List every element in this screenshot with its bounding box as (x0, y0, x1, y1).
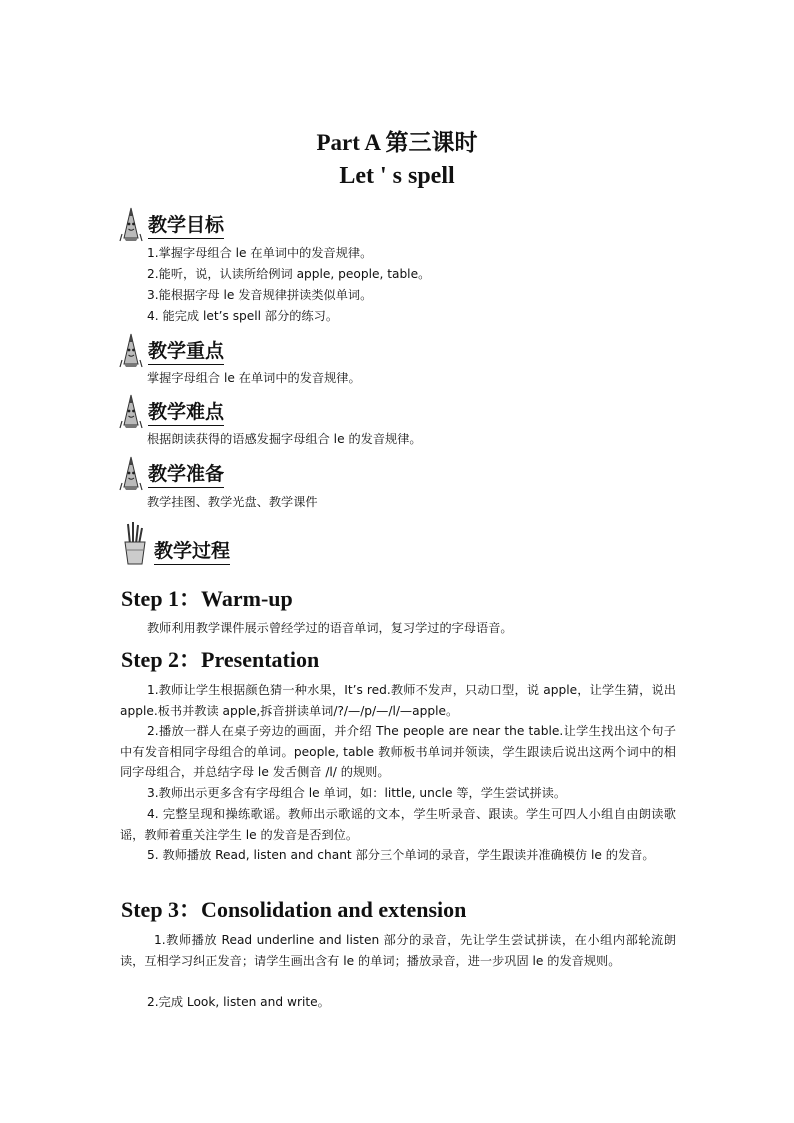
list-item: 1.掌握字母组合 le 在单词中的发音规律。 (147, 246, 373, 260)
step-title: Step 3：Consolidation and extension (121, 897, 467, 922)
pencil-character-icon (118, 330, 146, 368)
section-text: 教学挂图、教学光盘、教学课件 (147, 495, 318, 509)
section-heading: 教学准备 (148, 459, 224, 488)
section-text: 掌握字母组合 le 在单词中的发音规律。 (147, 371, 361, 385)
page-title: Part A 第三课时 (316, 130, 478, 155)
page-subtitle: Let ' s spell (339, 163, 455, 189)
pencil-character-icon (118, 204, 146, 242)
section-heading: 教学过程 (154, 536, 230, 565)
step-paragraph: 1.教师播放 Read underline and listen 部分的录音，先让学生尝试拼读，在小组内部轮流朗读，互相学习纠正发音；请学生画出含有 le 的单词；播放录音，进一步巩固 le 的发音规则。 (120, 933, 676, 968)
step-paragraph: 2.完成 Look, listen and write。 (147, 995, 330, 1009)
section-heading: 教学目标 (148, 210, 224, 239)
step-paragraph: 4. 完整呈现和操练歌谣。教师出示歌谣的文本，学生听录音、跟读。学生可四人小组自由朗读歌谣，教师着重关注学生 le 的发音是否到位。 (120, 807, 676, 842)
step-paragraph: 1.教师让学生根据颜色猜一种水果，It’s red.教师不发声，只动口型，说 apple，让学生猜，说出 apple.板书并教读 apple,拆音拼读单词/?/—/p/—/l/—apple。 (120, 683, 676, 718)
list-item: 3.能根据字母 le 发音规律拼读类似单词。 (147, 288, 373, 302)
list-item: 2.能听，说，认读所给例词 apple, people, table。 (147, 267, 431, 281)
section-text: 根据朗读获得的语感发掘字母组合 le 的发音规律。 (147, 432, 422, 446)
step-paragraph: 5. 教师播放 Read, listen and chant 部分三个单词的录音，学生跟读并准确模仿 le 的发音。 (147, 848, 655, 862)
pencil-cup-icon (120, 522, 150, 566)
section-heading: 教学难点 (148, 397, 224, 426)
pencil-character-icon (118, 391, 146, 429)
list-item: 4. 能完成 let’s spell 部分的练习。 (147, 309, 339, 323)
section-heading: 教学重点 (148, 336, 224, 365)
step-title: Step 1：Warm-up (121, 586, 293, 611)
step-paragraph: 教师利用教学课件展示曾经学过的语音单词，复习学过的字母语音。 (147, 621, 513, 635)
step-paragraph: 3.教师出示更多含有字母组合 le 单词，如：little, uncle 等，学生尝试拼读。 (147, 786, 567, 800)
step-title: Step 2：Presentation (121, 647, 320, 672)
step-paragraph: 2.播放一群人在桌子旁边的画面，并介绍 The people are near the table.让学生找出这个句子中有发音相同字母组合的单词。people, table 教师板书单词并领读，学生跟读后说出这两个词中的相同字母组合，并总结字母 le 发舌侧音 /l/ 的规则。 (120, 724, 676, 779)
pencil-character-icon (118, 453, 146, 491)
